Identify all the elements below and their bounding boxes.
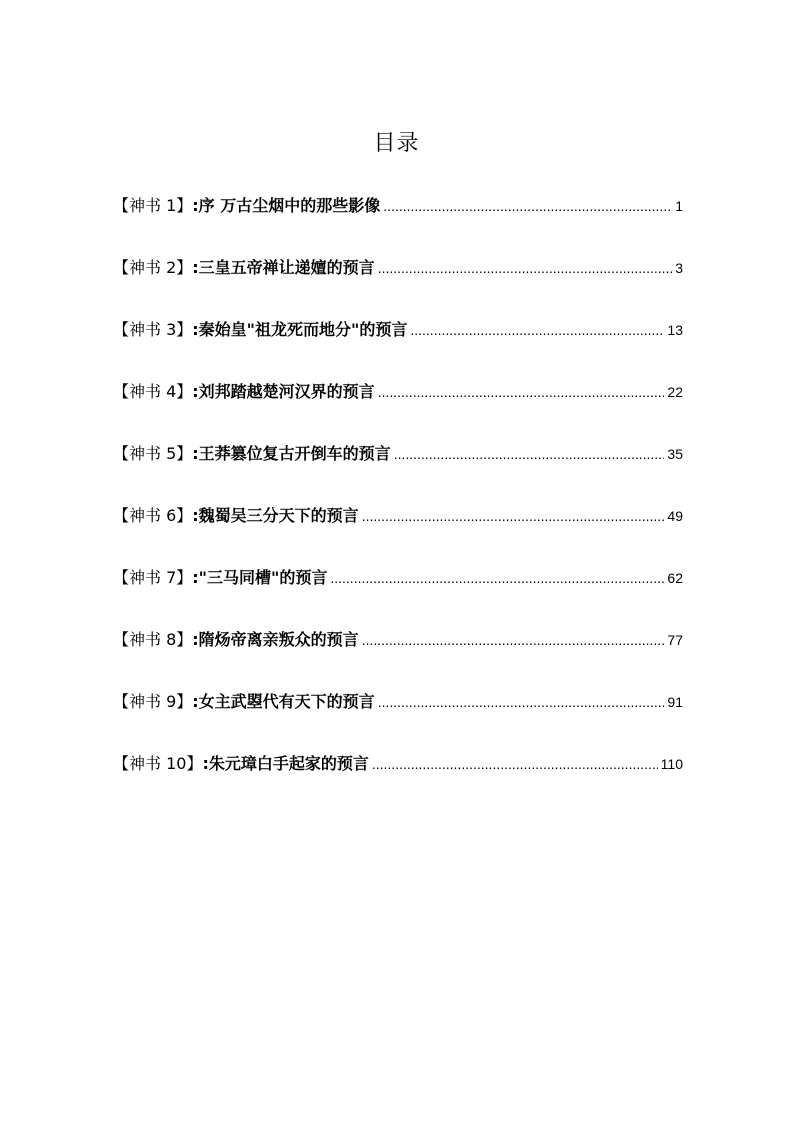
toc-entry-page-number: 35 (667, 446, 683, 462)
toc-entry-2[interactable] (113, 255, 683, 317)
toc-entry-title: :隋炀帝离亲叛众的预言 (192, 630, 359, 649)
toc-entry-label: 【神书 4】 (113, 382, 193, 401)
toc-entry-page-number: 110 (660, 756, 683, 772)
toc-list (113, 193, 683, 813)
toc-entry-title: :王莽篡位复古开倒车的预言 (192, 444, 391, 463)
toc-entry-10[interactable] (113, 751, 683, 813)
toc-entry-title: :刘邦踏越楚河汉界的预言 (192, 382, 375, 401)
toc-entry-label: 【神书 1】 (113, 196, 193, 215)
toc-entry-title: :女主武曌代有天下的预言 (192, 692, 375, 711)
toc-entry-label: 【神书 3】 (113, 320, 193, 339)
toc-entry-title: :序 万古尘烟中的那些影像 (192, 196, 381, 215)
toc-entry-label: 【神书 2】 (113, 258, 193, 277)
toc-entry-title: :三皇五帝禅让递嬗的预言 (192, 258, 375, 277)
toc-entry-label: 【神书 5】 (113, 444, 193, 463)
dot-leader (378, 260, 673, 276)
toc-entry-page-number: 13 (667, 322, 683, 338)
toc-entry-5[interactable] (113, 441, 683, 503)
toc-entry-title: :秦始皇"祖龙死而地分"的预言 (192, 320, 408, 339)
toc-entry-page-number: 1 (675, 198, 683, 214)
toc-title: 目录 (373, 131, 420, 156)
toc-entry-page-number: 62 (667, 570, 683, 586)
toc-entry-page-number: 3 (675, 260, 683, 276)
dot-leader (378, 694, 665, 710)
toc-entry-label: 【神书 10】 (113, 754, 203, 773)
toc-entry-4[interactable] (113, 379, 683, 441)
toc-entry-page-number: 22 (667, 384, 683, 400)
toc-entry-3[interactable] (113, 317, 683, 379)
toc-entry-page-number: 91 (667, 694, 683, 710)
dot-leader (362, 632, 665, 648)
toc-entry-1[interactable] (113, 193, 683, 255)
toc-entry-label: 【神书 6】 (113, 506, 193, 525)
toc-entry-title: :"三马同槽"的预言 (192, 568, 328, 587)
toc-entry-6[interactable] (113, 503, 683, 565)
dot-leader (394, 446, 665, 462)
toc-entry-title: :朱元璋白手起家的预言 (202, 754, 369, 773)
dot-leader (372, 756, 658, 772)
toc-entry-label: 【神书 9】 (113, 692, 193, 711)
toc-entry-7[interactable] (113, 565, 683, 627)
toc-entry-title: :魏蜀吴三分天下的预言 (192, 506, 359, 525)
toc-entry-label: 【神书 7】 (113, 568, 193, 587)
dot-leader (378, 384, 665, 400)
dot-leader (383, 198, 672, 214)
toc-entry-page-number: 77 (667, 632, 683, 648)
dot-leader (362, 508, 665, 524)
toc-entry-8[interactable] (113, 627, 683, 689)
dot-leader (330, 570, 664, 586)
dot-leader (410, 322, 664, 338)
toc-entry-9[interactable] (113, 689, 683, 751)
toc-entry-label: 【神书 8】 (113, 630, 193, 649)
toc-entry-page-number: 49 (667, 508, 683, 524)
